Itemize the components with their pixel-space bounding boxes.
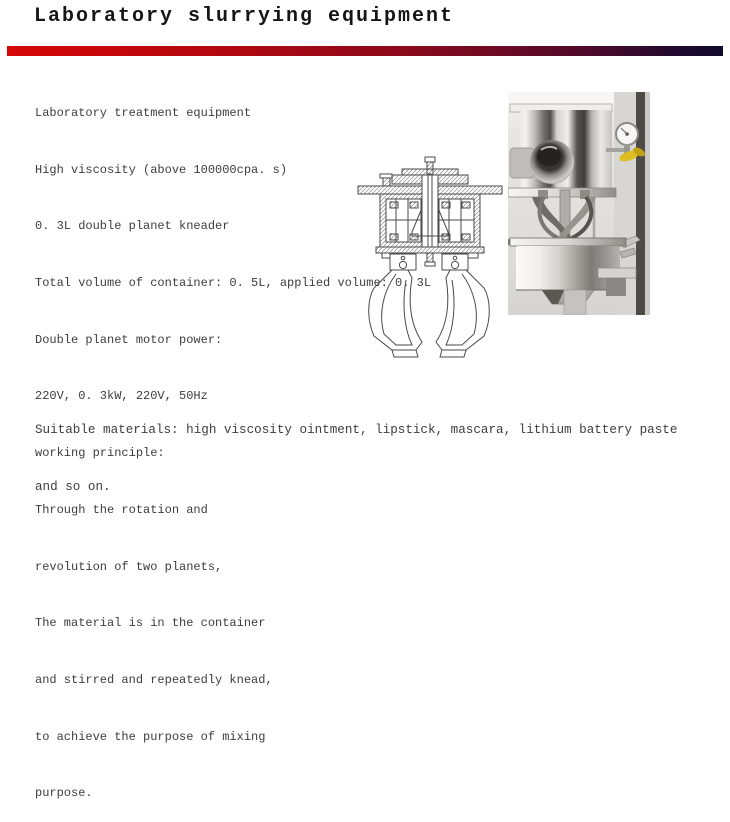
spec-line: Double planet motor power:: [35, 332, 223, 347]
footer-line: and so on.: [35, 480, 111, 494]
spec-line: Through the rotation and: [35, 502, 208, 517]
spec-line: purpose.: [35, 786, 93, 801]
kneader-cross-section-diagram: [350, 152, 510, 367]
spec-line: working principle:: [35, 446, 165, 461]
footer-line: Suitable materials: high viscosity ointment, lipstick, mascara, lithium battery paste: [35, 423, 678, 437]
accent-gradient-bar: [7, 46, 723, 56]
spec-line: and stirred and repeatedly knead,: [35, 673, 273, 687]
planetary-mixer-photo: [508, 92, 650, 315]
spec-line: 220V, 0. 3kW, 220V, 50Hz: [35, 389, 208, 404]
spec-line: to achieve the purpose of mixing: [35, 729, 266, 744]
spec-line: revolution of two planets,: [35, 559, 223, 574]
diagram-planet-paddles: [369, 254, 490, 357]
page-title: Laboratory slurrying equipment: [34, 5, 455, 28]
spec-line: Total volume of container: 0. 5L, applied volume: 0. 3L: [35, 275, 432, 290]
spec-line: High viscosity (above 100000cpa. s): [35, 162, 288, 177]
spec-line: 0. 3L double planet kneader: [35, 219, 230, 234]
spec-line: Laboratory treatment equipment: [35, 105, 252, 120]
spec-line: The material is in the container: [35, 616, 266, 631]
mixer-head: [508, 104, 616, 197]
